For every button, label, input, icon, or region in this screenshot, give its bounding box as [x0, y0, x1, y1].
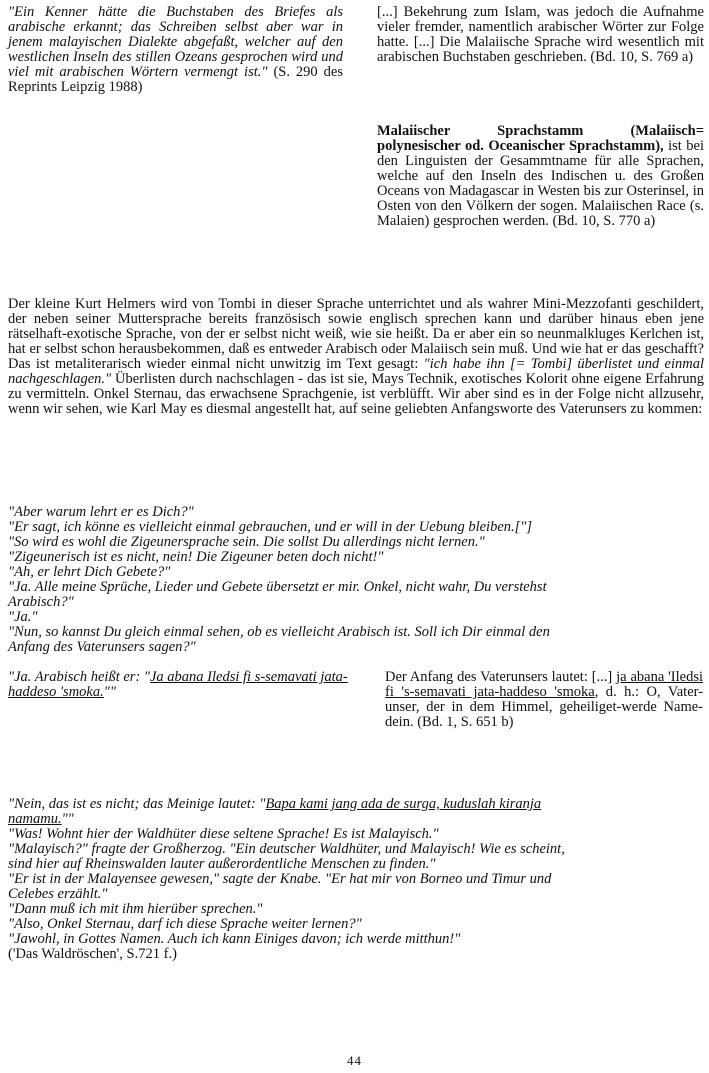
body-text-1: Der kleine Kurt Helmers wird von Tombi in dieser Sprache unterrichtet und als wahrer Mini-Mezzofanti geschildert, der neben seiner Muttersprache bereits französisch sowie englisch sprechen kann und darüber hinaus eben jene rätselhaft-exotische Sprache, von der er selbst nicht weiß, wie sie heißt. Da er aber ein so neunmalkluges Kerlchen ist, hat er selbst schon herausbekommen, daß es entweder Arabisch oder Malaiisch sein muß. Und wie hat er das geschafft? Das ist metaliterarisch wieder einmal nicht unwitzig im Text gesagt: [8, 296, 704, 372]
body-quote: "ich habe ihn [= Tombi] überlistet und einmal nachgeschlagen." [8, 356, 704, 387]
body-text-2: Überlisten durch nachschlagen - das ist sie, Mays Technik, exotisches Kolorit ohne eigene Erfahrung zu vermitteln. Onkel Sternau, das erwachsene Sprachgenie, ist verblüfft. Wir aber sind es in der Folge nicht allzusehr, wenn wir sehen, wie Karl May es diesmal angestellt hat, auf seine geliebten Anfangsworte des Vaterunsers zu kommen: [8, 371, 704, 417]
split-right-lead: Der Anfang des Vaterunsers lautet: [...] [385, 669, 617, 685]
split-right-tail: , d. h.: O, Vater-unser, der in dem Himmel, geheiliget-werde Name-dein. (Bd. 1, S. 651 b) [385, 684, 704, 730]
left-quote-block [8, 5, 343, 95]
body-paragraph [8, 297, 704, 417]
split-left-prayer: Ja abana Iledsi fi s-semavati jata-haddeso 'smoka. [8, 669, 348, 700]
dialog-block-1 [8, 505, 583, 655]
dialog-line: "Dann muß ich mit ihm hierüber sprechen." [8, 901, 263, 917]
quote-reference: (S. 290 des Reprints Leipzig 1988) [8, 64, 343, 95]
dialog-first-lead: "Nein, das ist es nicht; das Meinige lautet: " [8, 796, 266, 812]
dialog-line: "Was! Wohnt hier der Waldhüter diese seltene Sprache! Es ist Malayisch." [8, 826, 439, 842]
dialog-line: "Nun, so kannst Du gleich einmal sehen, ob es vielleicht Arabisch ist. Soll ich Dir einmal den Anfang des Vaterunsers sagen?" [8, 624, 550, 655]
dialog-line: "Aber warum lehrt er es Dich?" [8, 504, 194, 520]
dialog-line: "Er ist in der Malayensee gewesen," sagte der Knabe. "Er hat mir von Borneo und Timur und Celebes erzählt." [8, 871, 552, 902]
split-right-prayer: ja abana 'Iledsi fi 's-semavati jata-haddeso 'smoka [385, 669, 703, 700]
dialog-line: "Zigeunerisch ist es nicht, nein! Die Zigeuner beten doch nicht!" [8, 549, 384, 565]
right-quote-block: [...] Bekehrung zum Islam, was jedoch die Aufnahme vieler fremder, namentlich arabischer Wörter zur Folge hatte. [...] Die Malaiische Sprache wird wesentlich mit arabischen Buchstaben geschrieben. (Bd. 10, S. 769 a) [377, 4, 704, 65]
dialog-first-prayer: Bapa kami jang ada de surga, kuduslah kiranja namamu. [8, 796, 542, 827]
definition-text: ist bei den Linguisten der Gesammtname für alle Sprachen, welche auf den Inseln des Indischen u. des Großen Oceans von Madagascar in Westen bis zur Osterinsel, in Osten von den Völkern der sogen. Malaiischen Race (s. Malaien) gesprochen werden. (Bd. 10, S. 770 a) [377, 138, 704, 229]
dialog-line: "Also, Onkel Sternau, darf ich diese Sprache weiter lernen?" [8, 916, 362, 932]
dialog-block-2 [8, 797, 588, 962]
dialog-split-left [8, 670, 348, 700]
dialog-split-right [385, 670, 703, 730]
quote-text: "Ein Kenner hätte die Buchstaben des Briefes als arabische erkannt; das Schreiben selbst aber war in jenem malayischen Dialekte abgefaßt, welcher auf den westlichen Inseln des stillen Ozeans gesprochen wird und viel mit arabischen Wörtern vermengt ist." [8, 4, 343, 80]
dialog-line: "Ah, er lehrt Dich Gebete?" [8, 564, 171, 580]
dialog-line: "Ja. Alle meine Sprüche, Lieder und Gebete übersetzt er mir. Onkel, nicht wahr, Du verstehst Arabisch?" [8, 579, 547, 610]
definition-block [377, 124, 704, 229]
split-left-tail: "" [103, 684, 116, 700]
page-number: 44 [347, 1053, 362, 1068]
dialog-line: "Er sagt, ich könne es vielleicht einmal gebrauchen, und er will in der Uebung bleiben.["] [8, 519, 533, 535]
source-citation: ('Das Waldröschen', S.721 f.) [8, 946, 177, 962]
dialog-line: "Jawohl, in Gottes Namen. Auch ich kann Einiges davon; ich werde mitthun!" [8, 931, 461, 947]
dialog-first-tail: "" [61, 811, 74, 827]
dialog-line-first [8, 797, 588, 827]
dialog-line: "So wird es wohl die Zigeunersprache sein. Die sollst Du allerdings nicht lernen." [8, 534, 485, 550]
dialog-line: "Ja." [8, 609, 38, 625]
split-left-lead: "Ja. Arabisch heißt er: " [8, 669, 150, 685]
dialog-line: "Malayisch?" fragte der Großherzog. "Ein deutscher Waldhüter, und Malayisch! Wie es scheint, sind hier auf Rheinswalden lauter außerordentliche Menschen zu finden." [8, 841, 565, 872]
definition-term: Malaiischer Sprachstamm (Malaiisch= polynesischer od. Oceanischer Sprachstamm), [377, 123, 704, 154]
